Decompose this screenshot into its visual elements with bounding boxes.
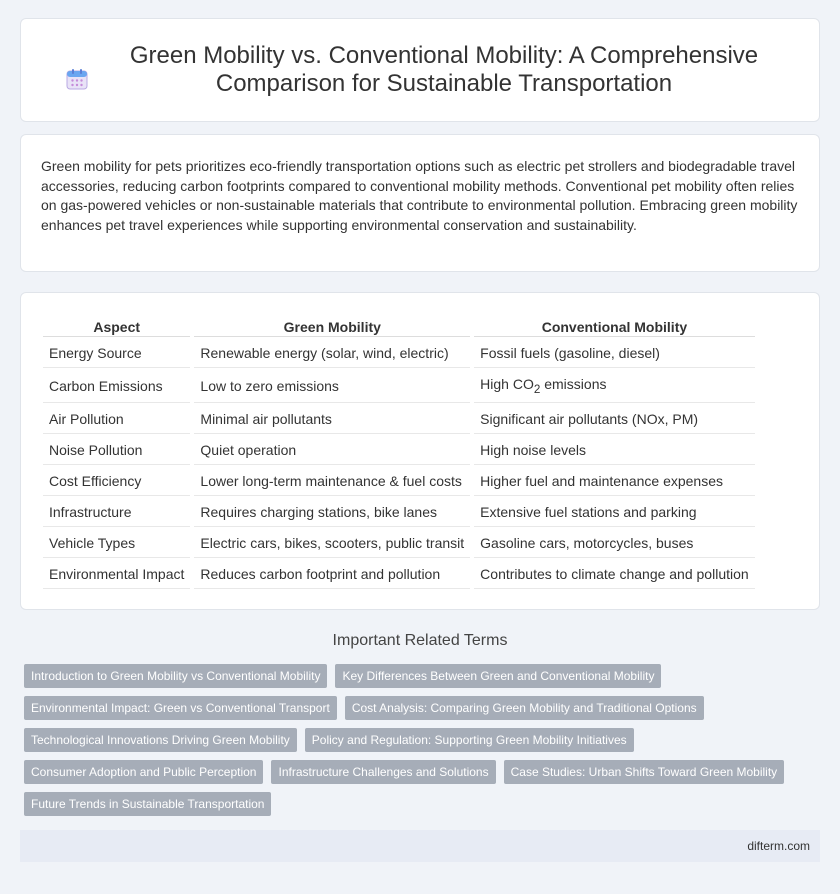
- table-cell: Extensive fuel stations and parking: [474, 498, 755, 527]
- related-term-tag[interactable]: Environmental Impact: Green vs Conventional Transport: [24, 696, 337, 720]
- table-cell-co2: High $CO_2$ emissions: [474, 370, 755, 403]
- related-term-tag[interactable]: Case Studies: Urban Shifts Toward Green Mobility: [504, 760, 785, 784]
- related-term-tag[interactable]: Consumer Adoption and Public Perception: [24, 760, 263, 784]
- table-row: [43, 529, 755, 558]
- table-cell: Energy Source: [43, 339, 190, 368]
- table-cell: Quiet operation: [194, 436, 470, 465]
- table-row: [43, 339, 755, 368]
- table-cell: Electric cars, bikes, scooters, public transit: [194, 529, 470, 558]
- table-row: [43, 370, 755, 403]
- related-terms-list: [0, 650, 820, 816]
- comparison-table-card: [20, 292, 820, 610]
- table-row: [43, 560, 755, 589]
- table-cell: Higher fuel and maintenance expenses: [474, 467, 755, 496]
- table-cell: Significant air pollutants (NOx, PM): [474, 405, 755, 434]
- table-cell: Reduces carbon footprint and pollution: [194, 560, 470, 589]
- table-cell: Carbon Emissions: [43, 370, 190, 403]
- table-cell: High noise levels: [474, 436, 755, 465]
- table-cell: Requires charging stations, bike lanes: [194, 498, 470, 527]
- intro-card: [20, 134, 820, 272]
- header-aspect: Aspect: [43, 315, 190, 337]
- table-cell: Renewable energy (solar, wind, electric): [194, 339, 470, 368]
- table-cell: Gasoline cars, motorcycles, buses: [474, 529, 755, 558]
- comparison-table: [39, 313, 759, 591]
- page-title: Green Mobility vs. Conventional Mobility: A Comprehensive Comparison for Sustainable Transportation: [129, 42, 759, 97]
- table-cell: Contributes to climate change and pollution: [474, 560, 755, 589]
- table-cell: Air Pollution: [43, 405, 190, 434]
- related-term-tag[interactable]: Future Trends in Sustainable Transportation: [24, 792, 271, 816]
- table-header-row: [43, 315, 755, 337]
- table-row: [43, 405, 755, 434]
- table-row: [43, 467, 755, 496]
- title-wrap: [66, 42, 774, 98]
- table-row: [43, 498, 755, 527]
- footer: [20, 830, 820, 862]
- table-cell: Cost Efficiency: [43, 467, 190, 496]
- related-term-tag[interactable]: Technological Innovations Driving Green Mobility: [24, 728, 297, 752]
- table-cell: Infrastructure: [43, 498, 190, 527]
- table-cell: Lower long-term maintenance & fuel costs: [194, 467, 470, 496]
- header-conventional: Conventional Mobility: [474, 315, 755, 337]
- footer-site-link[interactable]: difterm.com: [747, 839, 810, 853]
- related-terms-heading: Important Related Terms: [332, 632, 508, 649]
- related-term-tag[interactable]: Policy and Regulation: Supporting Green Mobility Initiatives: [305, 728, 634, 752]
- related-term-tag[interactable]: Key Differences Between Green and Conventional Mobility: [335, 664, 661, 688]
- header-card: [20, 18, 820, 122]
- table-cell: Low to zero emissions: [194, 370, 470, 403]
- related-term-tag[interactable]: Infrastructure Challenges and Solutions: [271, 760, 495, 784]
- table-row: [43, 436, 755, 465]
- table-cell: Fossil fuels (gasoline, diesel): [474, 339, 755, 368]
- related-term-tag[interactable]: Introduction to Green Mobility vs Conventional Mobility: [24, 664, 327, 688]
- intro-text: Green mobility for pets prioritizes eco-friendly transportation options such as electric pet strollers and biodegradable travel accessories, reducing carbon footprints compared to conventional mobility methods. Conventional pet mobility often relies on gas-powered vehicles or non-sustainable materials that contribute to environmental pollution. Embracing green mobility enhances pet travel experiences while supporting environmental conservation and sustainability.: [41, 158, 798, 233]
- calendar-icon: [66, 68, 88, 90]
- table-cell: Minimal air pollutants: [194, 405, 470, 434]
- table-cell: Vehicle Types: [43, 529, 190, 558]
- table-cell: Environmental Impact: [43, 560, 190, 589]
- table-cell: Noise Pollution: [43, 436, 190, 465]
- related-term-tag[interactable]: Cost Analysis: Comparing Green Mobility and Traditional Options: [345, 696, 704, 720]
- header-green: Green Mobility: [194, 315, 470, 337]
